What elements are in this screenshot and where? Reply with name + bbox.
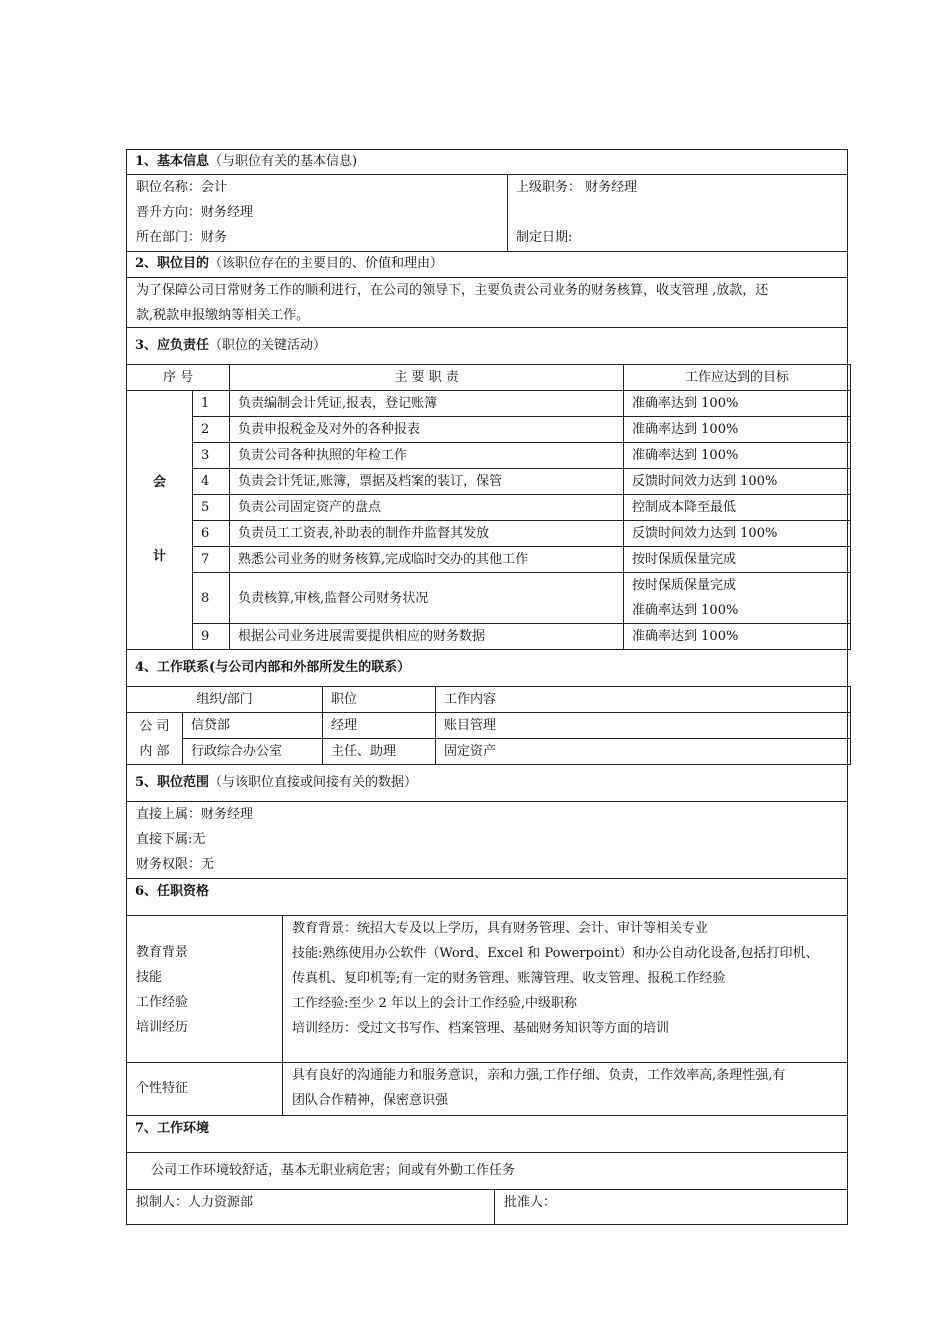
section-title: 7、工作环境 bbox=[135, 1121, 210, 1136]
row-no: 1 bbox=[193, 391, 230, 417]
header-content: 工作内容 bbox=[436, 687, 851, 713]
row-no: 5 bbox=[193, 495, 230, 521]
group-label-bottom: 计 bbox=[152, 549, 166, 564]
section-title bbox=[127, 765, 847, 801]
row-goal: 准确率达到 100% bbox=[624, 624, 851, 650]
created-date: 制定日期: bbox=[516, 230, 573, 245]
row-duty: 负责公司各种执照的年检工作 bbox=[230, 443, 624, 469]
section-responsibilities bbox=[126, 327, 848, 650]
row-duty: 负责申报税金及对外的各种报表 bbox=[230, 417, 624, 443]
relations-table bbox=[126, 686, 851, 765]
header-duty: 主 要 职 责 bbox=[230, 365, 624, 391]
table-row bbox=[127, 739, 851, 765]
row-duty: 负责核算,审核,监督公司财务状况 bbox=[230, 573, 624, 624]
section-title bbox=[127, 328, 847, 364]
group-label-accounting bbox=[127, 391, 193, 650]
row-org: 行政综合办公室 bbox=[183, 739, 323, 765]
header-org: 组织/部门 bbox=[127, 687, 323, 713]
education-text: 教育背景：统招大专及以上学历，具有财务管理、会计、审计等相关专业 bbox=[292, 921, 709, 936]
section-title-note: （与职位有关的基本信息) bbox=[209, 154, 358, 169]
table-row bbox=[127, 713, 851, 739]
responsibilities-table bbox=[126, 364, 851, 650]
section-basic-info bbox=[126, 149, 848, 251]
promotion-path: 晋升方向：财务经理 bbox=[136, 205, 254, 220]
table-row bbox=[127, 573, 851, 599]
financial-authority: 财务权限：无 bbox=[136, 857, 215, 872]
section-scope bbox=[126, 765, 848, 878]
section-title-bold: 5、职位范围 bbox=[135, 775, 210, 790]
section-title bbox=[127, 150, 847, 174]
row-goal: 准确率达到 100% bbox=[624, 443, 851, 469]
section-work-relations bbox=[126, 650, 848, 765]
row-no: 9 bbox=[193, 624, 230, 650]
table-row bbox=[127, 624, 851, 650]
purpose-text-line-2: 款,税款申报缴纳等相关工作。 bbox=[136, 308, 310, 323]
label-education: 教育背景 bbox=[136, 945, 189, 960]
section-purpose bbox=[126, 251, 848, 327]
section-title: 6、任职资格 bbox=[135, 884, 210, 899]
table-row bbox=[127, 521, 851, 547]
group-label-top: 公 司 bbox=[139, 718, 170, 734]
skills-text-line-2: 传真机、复印机等;有一定的财务管理、账簿管理、收支管理、报税工作经验 bbox=[292, 971, 726, 986]
group-label-bottom: 内 部 bbox=[139, 743, 170, 759]
row-duty: 负责公司固定资产的盘点 bbox=[230, 495, 624, 521]
row-goal: 控制成本降至最低 bbox=[624, 495, 851, 521]
row-no: 2 bbox=[193, 417, 230, 443]
section-title-note: （职位的关键活动） bbox=[209, 338, 327, 353]
label-training: 培训经历 bbox=[136, 1020, 189, 1035]
section-title bbox=[127, 252, 847, 276]
table-row bbox=[127, 469, 851, 495]
header-no: 序 号 bbox=[127, 365, 230, 391]
section-title-note: （该职位存在的主要目的、价值和理由） bbox=[209, 256, 444, 271]
row-goal: 准确率达到 100% bbox=[624, 391, 851, 417]
drafter: 拟制人：人力资源部 bbox=[136, 1195, 254, 1210]
direct-superior: 直接上属：财务经理 bbox=[136, 807, 254, 822]
table-row bbox=[127, 547, 851, 573]
table-row bbox=[127, 417, 851, 443]
personality-text-line-1: 具有良好的沟通能力和服务意识，亲和力强,工作仔细、负责，工作效率高,条理性强,有 bbox=[292, 1068, 786, 1083]
table-row bbox=[127, 391, 851, 417]
position-name: 职位名称：会计 bbox=[136, 180, 228, 195]
header-position: 职位 bbox=[323, 687, 436, 713]
section-title-bold: 2、职位目的 bbox=[135, 256, 210, 271]
row-no: 6 bbox=[193, 521, 230, 547]
table-header-row bbox=[127, 687, 851, 713]
row-duty: 负责编制会计凭证,报表，登记账簿 bbox=[230, 391, 624, 417]
section-title-bold: 3、应负责任 bbox=[135, 338, 210, 353]
department: 所在部门：财务 bbox=[136, 230, 228, 245]
row-goal: 按时保质保量完成 bbox=[624, 547, 851, 573]
section-qualifications bbox=[126, 878, 848, 1115]
label-skills: 技能 bbox=[136, 970, 163, 985]
experience-text: 工作经验:至少 2 年以上的会计工作经验,中级职称 bbox=[292, 996, 578, 1011]
row-no: 3 bbox=[193, 443, 230, 469]
label-experience: 工作经验 bbox=[136, 995, 189, 1010]
row-duty: 根据公司业务进展需要提供相应的财务数据 bbox=[230, 624, 624, 650]
row-goal: 反馈时间效力达到 100% bbox=[624, 469, 851, 495]
group-label-internal bbox=[127, 713, 183, 765]
row-goal: 按时保质保量完成 bbox=[624, 573, 851, 599]
direct-subordinate: 直接下属:无 bbox=[136, 832, 206, 847]
skills-text-line-1: 技能:熟练使用办公软件（Word、Excel 和 Powerpoint）和办公自动化设备,包括打印机、 bbox=[292, 946, 819, 961]
row-content: 固定资产 bbox=[436, 739, 851, 765]
label-personality: 个性特征 bbox=[136, 1081, 189, 1096]
row-position: 经理 bbox=[323, 713, 436, 739]
row-no: 8 bbox=[193, 573, 230, 624]
row-duty: 负责员工工资表,补助表的制作并监督其发放 bbox=[230, 521, 624, 547]
row-duty: 负责会计凭证,账簿，票据及档案的装订，保管 bbox=[230, 469, 624, 495]
section-title-bold: 1、基本信息 bbox=[135, 154, 210, 169]
personality-text-line-2: 团队合作精神，保密意识强 bbox=[292, 1093, 449, 1108]
training-text: 培训经历：受过文书写作、档案管理、基础财务知识等方面的培训 bbox=[292, 1021, 670, 1036]
row-goal: 准确率达到 100% bbox=[624, 417, 851, 443]
purpose-text-line-1: 为了保障公司日常财务工作的顺利进行，在公司的领导下，主要负责公司业务的财务核算，收支管理 ,放款，还 bbox=[136, 283, 769, 298]
row-content: 账目管理 bbox=[436, 713, 851, 739]
header-goal: 工作应达到的目标 bbox=[624, 365, 851, 391]
row-position: 主任、助理 bbox=[323, 739, 436, 765]
row-goal-secondary: 准确率达到 100% bbox=[624, 598, 851, 624]
qualification-labels bbox=[136, 940, 188, 1040]
row-org: 信贷部 bbox=[183, 713, 323, 739]
table-header-row bbox=[127, 365, 851, 391]
row-duty: 熟悉公司业务的财务核算,完成临时交办的其他工作 bbox=[230, 547, 624, 573]
environment-text: 公司工作环境较舒适，基本无职业病危害；间或有外勤工作任务 bbox=[151, 1163, 516, 1178]
section-environment bbox=[126, 1115, 848, 1189]
signature-row bbox=[126, 1189, 848, 1225]
approver: 批准人： bbox=[504, 1195, 557, 1210]
row-no: 7 bbox=[193, 547, 230, 573]
table-row bbox=[127, 443, 851, 469]
section-title-note: （与该职位直接或间接有关的数据） bbox=[209, 775, 418, 790]
group-label-top: 会 bbox=[152, 475, 166, 490]
row-no: 4 bbox=[193, 469, 230, 495]
section-title: 4、工作联系(与公司内部和外部所发生的联系） bbox=[135, 660, 411, 675]
superior-position: 上级职务： 财务经理 bbox=[516, 180, 638, 195]
job-description-document bbox=[126, 149, 848, 1225]
row-goal: 反馈时间效力达到 100% bbox=[624, 521, 851, 547]
table-row bbox=[127, 495, 851, 521]
